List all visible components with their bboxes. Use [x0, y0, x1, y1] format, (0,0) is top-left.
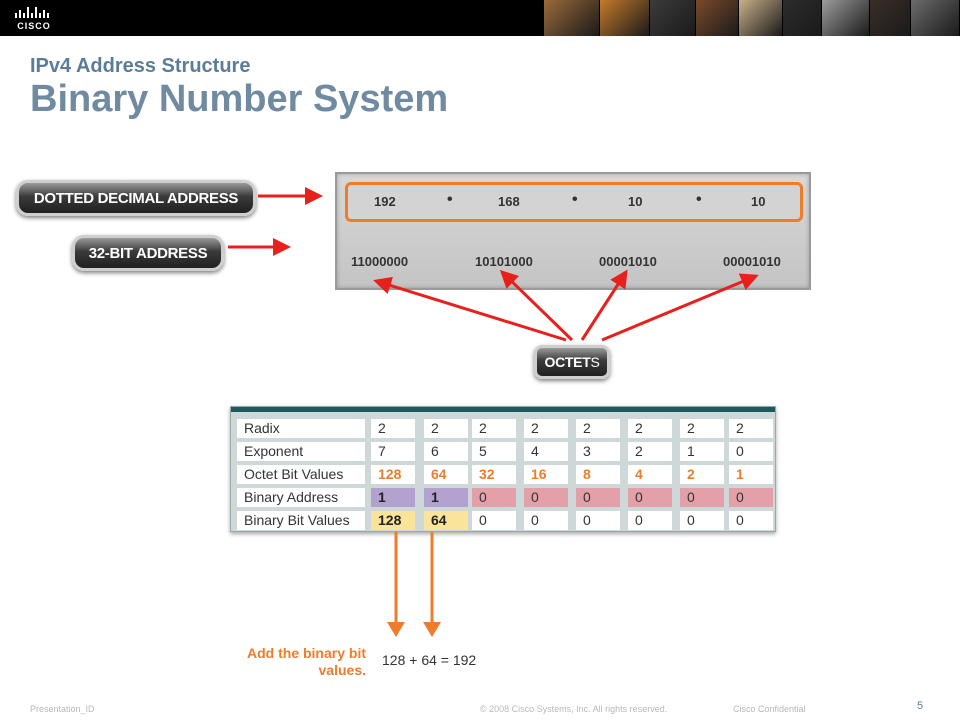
- table-cell: 0: [472, 511, 516, 530]
- cisco-wordmark: CISCO: [17, 21, 51, 31]
- decimal-octet-3: 10: [628, 194, 643, 209]
- table-cell: 64: [424, 511, 468, 530]
- decimal-address-row: [345, 182, 803, 222]
- table-cell: 2: [524, 419, 568, 438]
- header-photo: [911, 0, 960, 36]
- table-cell: 8: [576, 465, 620, 484]
- table-cell: 0: [524, 488, 568, 507]
- table-cell: 128: [371, 465, 415, 484]
- table-cell: 2: [680, 465, 724, 484]
- slide-title: Binary Number System: [30, 78, 449, 120]
- table-cell: 32: [472, 465, 516, 484]
- table-cell: 2: [628, 419, 672, 438]
- photo-strip: [544, 0, 960, 36]
- header-photo: [870, 0, 910, 36]
- table-row-label: Binary Address: [237, 488, 365, 507]
- decimal-octet-2: 168: [498, 194, 520, 209]
- header-photo: [600, 0, 649, 36]
- table-cell: 4: [628, 465, 672, 484]
- header-photo: [544, 0, 599, 36]
- table-cell: 1: [424, 488, 468, 507]
- bit32-address-label: 32-BIT ADDRESS: [72, 235, 224, 271]
- table-cell: 0: [576, 488, 620, 507]
- table-cell: 4: [524, 442, 568, 461]
- table-cell: 2: [680, 419, 724, 438]
- decimal-separator: •: [447, 191, 453, 208]
- dotted-decimal-label: DOTTED DECIMAL ADDRESS: [16, 180, 256, 216]
- table-cell: 7: [371, 442, 415, 461]
- table-cell: 2: [628, 442, 672, 461]
- table-cell: 5: [472, 442, 516, 461]
- binary-octet-3: 00001010: [599, 254, 657, 269]
- footer-presentation-id: Presentation_ID: [30, 704, 95, 714]
- decimal-separator: •: [572, 191, 578, 208]
- table-row-label: Exponent: [237, 442, 365, 461]
- header-bar: [0, 0, 960, 36]
- octets-label-text: OCTET: [544, 354, 591, 370]
- table-cell: 0: [628, 488, 672, 507]
- table-cell: 0: [729, 488, 773, 507]
- table-cell: 0: [729, 511, 773, 530]
- table-cell: 0: [576, 511, 620, 530]
- table-cell: 0: [729, 442, 773, 461]
- header-photo: [650, 0, 695, 36]
- footer-confidential: Cisco Confidential: [733, 704, 806, 714]
- add-bits-label: Add the binary bit values.: [247, 645, 366, 678]
- header-photo: [822, 0, 869, 36]
- table-cell: 1: [680, 442, 724, 461]
- table-cell: 2: [424, 419, 468, 438]
- table-cell: 1: [729, 465, 773, 484]
- octets-label-suffix: S: [590, 354, 600, 370]
- address-panel: [335, 172, 811, 290]
- table-cell: 2: [576, 419, 620, 438]
- table-cell: 1: [371, 488, 415, 507]
- table-cell: 2: [472, 419, 516, 438]
- table-cell: 0: [680, 488, 724, 507]
- table-row-label: Binary Bit Values: [237, 511, 365, 530]
- table-cell: 16: [524, 465, 568, 484]
- table-row-label: Radix: [237, 419, 365, 438]
- header-photo: [739, 0, 782, 36]
- slide-subtitle: IPv4 Address Structure: [30, 55, 251, 77]
- cisco-bridge-icon: [12, 5, 56, 21]
- table-cell: 6: [424, 442, 468, 461]
- sum-equation: 128 + 64 = 192: [382, 652, 477, 668]
- page-number: 5: [917, 700, 924, 712]
- binary-octet-1: 11000000: [351, 254, 409, 269]
- binary-octet-4: 00001010: [723, 254, 781, 269]
- table-cell: 0: [524, 511, 568, 530]
- table-cell: 0: [472, 488, 516, 507]
- binary-octet-2: 10101000: [475, 254, 533, 269]
- table-top-border: [231, 407, 775, 412]
- decimal-octet-4: 10: [751, 194, 766, 209]
- table-cell: 3: [576, 442, 620, 461]
- cisco-logo: [12, 5, 56, 33]
- decimal-octet-1: 192: [374, 194, 396, 209]
- header-photo: [696, 0, 738, 36]
- radix-table: [230, 406, 776, 532]
- octets-label: [534, 345, 610, 379]
- table-cell: 128: [371, 511, 415, 530]
- table-cell: 2: [729, 419, 773, 438]
- table-cell: 0: [680, 511, 724, 530]
- header-photo: [783, 0, 821, 36]
- footer-copyright: © 2008 Cisco Systems, Inc. All rights reserved.: [480, 704, 668, 714]
- table-cell: 64: [424, 465, 468, 484]
- table-row-label: Octet Bit Values: [237, 465, 365, 484]
- table-cell: 0: [628, 511, 672, 530]
- table-cell: 2: [371, 419, 415, 438]
- decimal-separator: •: [696, 191, 702, 208]
